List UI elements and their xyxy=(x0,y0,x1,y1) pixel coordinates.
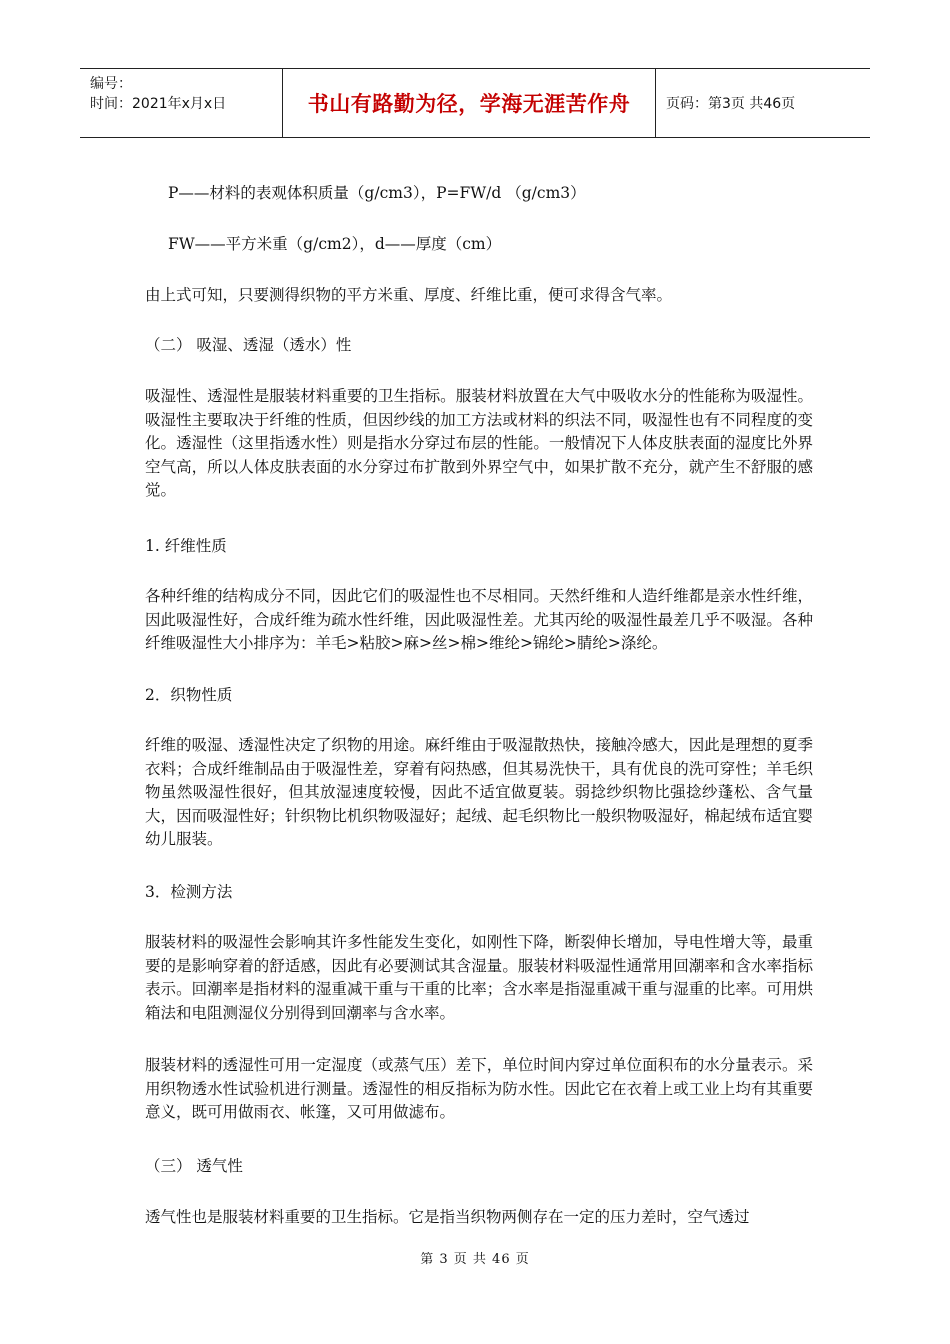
paragraph: 服装材料的吸湿性会影响其许多性能发生变化，如刚性下降，断裂伸长增加，导电性增大等，最重要的是影响穿着的舒适感，因此有必要测试其含湿量。服装材料吸湿性通常用回潮率和含水率指标表示。回潮率是指材料的湿重减干重与干重的比率；含水率是指湿重减干重与湿重的比率。可用烘箱法和电阻测湿仪分别得到回潮率与含水率。 xyxy=(145,933,813,1022)
document-number-label: 编号： xyxy=(90,76,132,92)
paragraph: 吸湿性、透湿性是服装材料重要的卫生指标。服装材料放置在大气中吸收水分的性能称为吸湿性。吸湿性主要取决于纤维的性质，但因纱线的加工方法或材料的织法不同，吸湿性也有不同程度的变化。透湿性（这里指透水性）则是指水分穿过布层的性能。一般情况下人体皮肤表面的湿度比外界空气高，所以人体皮肤表面的水分穿过布扩散到外界空气中，如果扩散不充分，就产生不舒服的感觉。 xyxy=(145,387,813,499)
subsection-heading: 1. 纤维性质 xyxy=(145,537,227,555)
paragraph: 透气性也是服装材料重要的卫生指标。它是指当织物两侧存在一定的压力差时，空气透过 xyxy=(145,1208,750,1226)
formula-line-2: FW——平方米重（g/cm2），d——厚度（cm） xyxy=(168,235,502,253)
paragraph: 服装材料的透湿性可用一定湿度（或蒸气压）差下，单位时间内穿过单位面积布的水分量表示。采用织物透水性试验机进行测量。透湿性的相反指标为防水性。因此它在衣着上或工业上均有其重要意义，既可用做雨衣、帐篷，又可用做滤布。 xyxy=(145,1056,813,1121)
header-motto: 书山有路勤为径，学海无涯苦作舟 xyxy=(282,69,656,137)
paragraph: 各种纤维的结构成分不同，因此它们的吸湿性也不尽相同。天然纤维和人造纤维都是亲水性纤维，因此吸湿性好，合成纤维为疏水性纤维，因此吸湿性差。尤其丙纶的吸湿性最差几乎不吸湿。各种纤维吸湿性大小排序为：羊毛>粘胶>麻>丝>棉>维纶>锦纶>腈纶>涤纶。 xyxy=(145,587,813,652)
paragraph: 由上式可知，只要测得织物的平方米重、厚度、纤维比重，便可求得含气率。 xyxy=(145,286,673,304)
subsection-heading: 2．织物性质 xyxy=(145,686,233,704)
formula-line-1: P——材料的表观体积质量（g/cm3），P=FW/d （g/cm3） xyxy=(168,184,586,202)
section-heading: （二） 吸湿、透湿（透水）性 xyxy=(145,336,352,354)
subsection-heading: 3．检测方法 xyxy=(145,883,233,901)
page-footer: 第 3 页 共 46 页 xyxy=(420,1252,530,1267)
paragraph: 纤维的吸湿、透湿性决定了织物的用途。麻纤维由于吸湿散热快，接触冷感大，因此是理想的夏季衣料；合成纤维制品由于吸湿性差，穿着有闷热感，但其易洗快干，具有优良的洗可穿性；羊毛织物虽然吸湿性很好，但其放湿速度较慢，因此不适宜做夏装。弱捻纱织物比强捻纱蓬松、含气量大，因而吸湿性好；针织物比机织物吸湿好；起绒、起毛织物比一般织物吸湿好，棉起绒布适宜婴幼儿服装。 xyxy=(145,736,813,848)
header-page-info: 页码：第3页 共46页 xyxy=(666,96,796,112)
header-meta xyxy=(80,69,282,137)
document-time-label: 时间：2021年x月x日 xyxy=(90,96,227,112)
section-heading: （三） 透气性 xyxy=(145,1157,243,1175)
page-header xyxy=(80,68,870,138)
